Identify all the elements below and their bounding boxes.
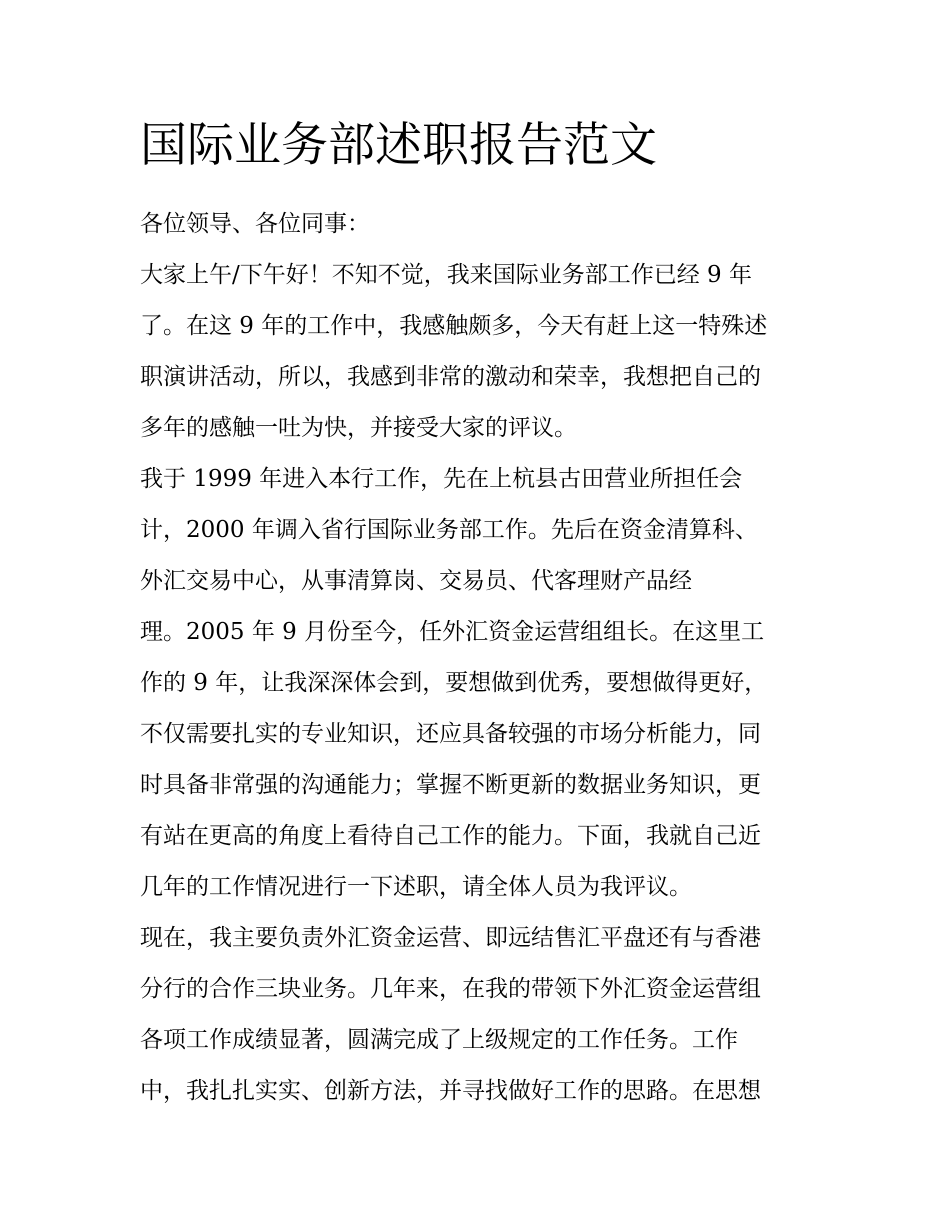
text-line: 大家上午/下午好！不知不觉，我来国际业务部工作已经 9 年 (140, 262, 753, 288)
text-line: 时具备非常强的沟通能力；掌握不断更新的数据业务知识，更 (140, 772, 761, 798)
text-line: 各位领导、各位同事： (140, 211, 370, 237)
text-line: 职演讲活动，所以，我感到非常的激动和荣幸，我想把自己的 (140, 364, 761, 390)
text-line: 多年的感触一吐为快，并接受大家的评议。 (140, 415, 577, 441)
text-line: 不仅需要扎实的专业知识，还应具备较强的市场分析能力，同 (140, 721, 761, 747)
document-body (140, 199, 820, 1117)
text-line: 几年的工作情况进行一下述职，请全体人员为我评议。 (140, 874, 692, 900)
text-line: 理。2005 年 9 月份至今，任外汇资金运营组组长。在这里工 (140, 619, 765, 645)
text-line: 外汇交易中心，从事清算岗、交易员、代客理财产品经 (140, 568, 692, 594)
text-line: 作的 9 年，让我深深体会到，要想做到优秀，要想做得更好， (140, 670, 768, 696)
text-line: 分行的合作三块业务。几年来，在我的带领下外汇资金运营组 (140, 976, 761, 1002)
text-line: 现在，我主要负责外汇资金运营、即远结售汇平盘还有与香港 (140, 925, 761, 951)
text-line: 了。在这 9 年的工作中，我感触颇多，今天有赶上这一特殊述 (140, 313, 768, 339)
text-line: 有站在更高的角度上看待自己工作的能力。下面，我就自己近 (140, 823, 761, 849)
text-line: 计，2000 年调入省行国际业务部工作。先后在资金清算科、 (140, 517, 758, 543)
text-line: 中，我扎扎实实、创新方法，并寻找做好工作的思路。在思想 (140, 1078, 761, 1104)
text-line: 各项工作成绩显著，圆满完成了上级规定的工作任务。工作 (140, 1027, 738, 1053)
text-line: 我于 1999 年进入本行工作，先在上杭县古田营业所担任会 (140, 466, 743, 492)
document-title: 国际业务部述职报告范文 (140, 118, 657, 173)
